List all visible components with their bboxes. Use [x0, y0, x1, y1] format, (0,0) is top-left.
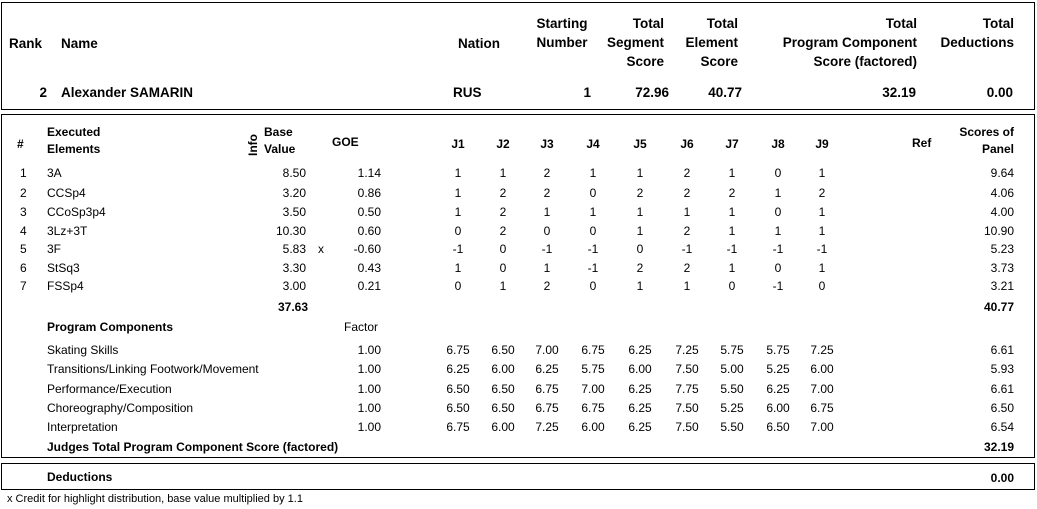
component-judge-score: 6.25: [628, 382, 652, 396]
element-judge-score: 1: [454, 186, 462, 200]
component-judge-score: 7.25: [675, 343, 699, 357]
element-judge-score: 2: [636, 261, 644, 275]
component-panel-score: 6.61: [990, 343, 1014, 357]
element-goe: -0.60: [353, 242, 381, 256]
component-factor: 1.00: [357, 420, 381, 434]
component-judge-score: 7.00: [581, 382, 605, 396]
element-base-value: 3.00: [282, 279, 306, 293]
judge-header-5: J5: [633, 137, 647, 151]
program-components-title: Program Components: [47, 320, 174, 334]
skater-starting-number: 1: [583, 85, 591, 100]
element-judge-score: -1: [726, 242, 738, 256]
element-judge-score: 2: [683, 224, 691, 238]
element-judge-score: -1: [772, 279, 784, 293]
tes-header-3: Score: [700, 54, 738, 69]
element-judge-score: 2: [728, 186, 736, 200]
component-judge-score: 7.75: [675, 382, 699, 396]
component-judge-score: 6.75: [581, 401, 605, 415]
element-judge-score: 2: [499, 224, 507, 238]
element-panel-score: 3.73: [990, 261, 1014, 275]
component-judge-score: 6.00: [581, 420, 605, 434]
component-judge-score: 5.75: [720, 343, 744, 357]
component-judge-score: 5.50: [720, 420, 744, 434]
component-judge-score: 7.00: [810, 382, 834, 396]
element-judge-score: -1: [541, 242, 553, 256]
pcs-header-1: Total: [885, 16, 917, 31]
element-judge-score: 2: [543, 186, 551, 200]
element-base-value: 5.83: [282, 242, 306, 256]
component-judge-score: 6.00: [766, 401, 790, 415]
starting-number-header-1: Starting: [536, 16, 588, 31]
element-judge-score: 2: [683, 186, 691, 200]
deductions-label: Deductions: [47, 470, 113, 484]
component-judge-score: 6.75: [535, 401, 559, 415]
element-judge-score: 0: [636, 242, 644, 256]
component-name: Choreography/Composition: [47, 401, 194, 415]
element-judge-score: 0: [774, 261, 782, 275]
element-judge-score: 1: [454, 166, 462, 180]
element-judge-score: 2: [499, 205, 507, 219]
element-judge-score: 1: [683, 205, 691, 219]
element-judge-score: 0: [774, 166, 782, 180]
nation-header: Nation: [458, 36, 500, 51]
component-judge-score: 6.00: [491, 420, 515, 434]
element-judge-score: 1: [818, 166, 826, 180]
element-row-num: 2: [20, 186, 27, 200]
element-judge-score: 1: [636, 205, 644, 219]
element-panel-score: 4.00: [990, 205, 1014, 219]
component-judge-score: 6.25: [446, 362, 470, 376]
element-name: 3F: [47, 242, 62, 256]
element-info: x: [318, 242, 324, 256]
component-judge-score: 6.25: [628, 401, 652, 415]
component-judge-score: 6.00: [810, 362, 834, 376]
element-judge-score: 0: [454, 279, 462, 293]
element-panel-score: 4.06: [990, 186, 1014, 200]
element-judge-score: 0: [543, 224, 551, 238]
component-judge-score: 5.25: [720, 401, 744, 415]
element-judge-score: 1: [543, 205, 551, 219]
element-row-num: 1: [20, 166, 27, 180]
elements-total-base: 37.63: [277, 300, 308, 314]
component-judge-score: 5.25: [766, 362, 790, 376]
executed-header-2: Elements: [47, 142, 101, 156]
element-goe: 0.21: [357, 279, 381, 293]
deductions-header-2: Deductions: [940, 35, 1014, 50]
scores-header-2: Panel: [981, 142, 1014, 156]
element-judge-score: 2: [543, 279, 551, 293]
component-judge-score: 6.75: [446, 343, 470, 357]
element-panel-score: 5.23: [990, 242, 1014, 256]
element-base-value: 3.30: [282, 261, 306, 275]
component-judge-score: 6.00: [628, 362, 652, 376]
element-judge-score: 0: [818, 279, 826, 293]
deductions-box: [1, 463, 1035, 490]
element-judge-score: 1: [728, 261, 736, 275]
tes-header-2: Element: [685, 35, 738, 50]
component-judge-score: 7.00: [535, 343, 559, 357]
component-judge-score: 6.75: [535, 382, 559, 396]
component-name: Skating Skills: [47, 343, 119, 357]
component-panel-score: 6.61: [990, 382, 1014, 396]
element-judge-score: 2: [636, 186, 644, 200]
skater-nation: RUS: [453, 85, 482, 100]
skater-tss: 72.96: [635, 85, 669, 100]
base-header-1: Base: [264, 125, 293, 139]
deductions-value: 0.00: [990, 471, 1014, 485]
component-panel-score: 5.93: [990, 362, 1014, 376]
element-goe: 0.86: [357, 186, 381, 200]
component-judge-score: 6.75: [581, 343, 605, 357]
element-judge-score: 1: [728, 166, 736, 180]
component-judge-score: 6.50: [491, 382, 515, 396]
tss-header-3: Score: [626, 54, 664, 69]
elements-total-score: 40.77: [983, 300, 1014, 314]
judge-header-9: J9: [815, 137, 829, 151]
skater-name: Alexander SAMARIN: [61, 85, 194, 100]
skater-deductions: 0.00: [986, 85, 1013, 100]
starting-number-header-2: Number: [536, 35, 588, 50]
component-judge-score: 7.50: [675, 401, 699, 415]
component-judge-score: 5.75: [581, 362, 605, 376]
element-judge-score: 0: [589, 279, 597, 293]
component-judge-score: 7.25: [810, 343, 834, 357]
component-judge-score: 6.75: [810, 401, 834, 415]
judge-header-3: J3: [540, 137, 554, 151]
element-judge-score: 1: [454, 261, 462, 275]
footnote: x Credit for highlight distribution, base value multiplied by 1.1: [7, 493, 303, 505]
component-judge-score: 6.50: [766, 420, 790, 434]
element-judge-score: 1: [543, 261, 551, 275]
component-judge-score: 5.50: [720, 382, 744, 396]
ref-header: Ref: [912, 136, 932, 150]
element-name: 3A: [47, 166, 62, 180]
element-base-value: 3.20: [282, 186, 306, 200]
element-judge-score: 2: [543, 166, 551, 180]
element-judge-score: -1: [681, 242, 693, 256]
element-row-num: 7: [20, 279, 27, 293]
element-judge-score: 0: [454, 224, 462, 238]
element-name: FSSp4: [47, 279, 84, 293]
pcs-header-2: Program Component: [782, 35, 917, 50]
element-judge-score: 1: [728, 224, 736, 238]
component-name: Transitions/Linking Footwork/Movement: [47, 362, 259, 376]
element-judge-score: 1: [818, 224, 826, 238]
pcs-total-value: 32.19: [983, 440, 1014, 454]
element-judge-score: 2: [818, 186, 826, 200]
element-judge-score: 0: [499, 261, 507, 275]
element-judge-score: 1: [818, 205, 826, 219]
deductions-header-1: Total: [982, 16, 1014, 31]
element-judge-score: 1: [774, 186, 782, 200]
element-judge-score: 1: [499, 279, 507, 293]
element-panel-score: 10.90: [983, 224, 1014, 238]
skater-pcs: 32.19: [882, 85, 916, 100]
element-judge-score: 1: [683, 279, 691, 293]
factor-header: Factor: [344, 320, 379, 334]
name-header: Name: [61, 36, 98, 51]
component-judge-score: 6.50: [491, 401, 515, 415]
element-goe: 0.50: [357, 205, 381, 219]
component-name: Performance/Execution: [47, 382, 172, 396]
component-judge-score: 7.00: [810, 420, 834, 434]
element-judge-score: 0: [589, 186, 597, 200]
element-row-num: 3: [20, 205, 27, 219]
component-judge-score: 6.75: [446, 420, 470, 434]
component-judge-score: 6.25: [628, 343, 652, 357]
judge-header-2: J2: [496, 137, 510, 151]
element-judge-score: 1: [589, 166, 597, 180]
element-base-value: 3.50: [282, 205, 306, 219]
element-judge-score: 1: [636, 224, 644, 238]
component-judge-score: 5.75: [766, 343, 790, 357]
executed-header-1: Executed: [47, 125, 101, 139]
element-goe: 1.14: [357, 166, 381, 180]
element-name: CCoSp3p4: [47, 205, 106, 219]
pcs-header-3: Score (factored): [813, 54, 917, 69]
element-judge-score: -1: [452, 242, 464, 256]
judge-header-8: J8: [771, 137, 785, 151]
component-panel-score: 6.50: [990, 401, 1014, 415]
component-factor: 1.00: [357, 382, 381, 396]
element-judge-score: 0: [728, 279, 736, 293]
element-judge-score: 1: [774, 224, 782, 238]
component-judge-score: 6.50: [491, 343, 515, 357]
element-judge-score: -1: [772, 242, 784, 256]
element-judge-score: -1: [587, 242, 599, 256]
element-panel-score: 3.21: [990, 279, 1014, 293]
scores-header-1: Scores of: [959, 125, 1014, 139]
component-name: Interpretation: [47, 420, 118, 434]
element-judge-score: 0: [499, 242, 507, 256]
info-header: Info: [246, 134, 260, 156]
element-base-value: 8.50: [282, 166, 306, 180]
tes-header-1: Total: [706, 16, 738, 31]
tss-header-2: Segment: [606, 35, 664, 50]
element-judge-score: 1: [818, 261, 826, 275]
component-judge-score: 6.50: [446, 401, 470, 415]
element-judge-score: 1: [728, 205, 736, 219]
component-judge-score: 6.00: [491, 362, 515, 376]
element-row-num: 5: [20, 242, 27, 256]
element-goe: 0.60: [357, 224, 381, 238]
element-judge-score: 1: [636, 166, 644, 180]
component-judge-score: 6.25: [628, 420, 652, 434]
skater-rank: 2: [39, 85, 47, 100]
component-factor: 1.00: [357, 343, 381, 357]
judge-header-6: J6: [680, 137, 694, 151]
judge-header-7: J7: [725, 137, 739, 151]
element-row-num: 4: [20, 224, 27, 238]
element-name: StSq3: [47, 261, 80, 275]
component-judge-score: 6.25: [535, 362, 559, 376]
component-factor: 1.00: [357, 401, 381, 415]
pcs-total-label: Judges Total Program Component Score (factored): [47, 440, 339, 454]
element-judge-score: 1: [454, 205, 462, 219]
component-judge-score: 6.25: [766, 382, 790, 396]
element-panel-score: 9.64: [990, 166, 1014, 180]
element-judge-score: 1: [589, 205, 597, 219]
element-judge-score: -1: [816, 242, 828, 256]
element-row-num: 6: [20, 261, 27, 275]
element-judge-score: 2: [683, 261, 691, 275]
component-judge-score: 7.50: [675, 420, 699, 434]
base-header-2: Value: [264, 142, 296, 156]
element-goe: 0.43: [357, 261, 381, 275]
element-judge-score: 1: [636, 279, 644, 293]
element-judge-score: 2: [683, 166, 691, 180]
goe-header: GOE: [332, 135, 359, 149]
element-name: CCSp4: [47, 186, 86, 200]
elements-num-header: #: [17, 137, 24, 151]
element-name: 3Lz+3T: [47, 224, 88, 238]
component-panel-score: 6.54: [990, 420, 1014, 434]
element-judge-score: 1: [499, 166, 507, 180]
judge-header-1: J1: [451, 137, 465, 151]
rank-header: Rank: [9, 36, 43, 51]
element-judge-score: -1: [587, 261, 599, 275]
component-judge-score: 7.25: [535, 420, 559, 434]
component-judge-score: 7.50: [675, 362, 699, 376]
component-judge-score: 5.00: [720, 362, 744, 376]
tss-header-1: Total: [632, 16, 664, 31]
element-judge-score: 2: [499, 186, 507, 200]
component-judge-score: 6.50: [446, 382, 470, 396]
element-base-value: 10.30: [275, 224, 306, 238]
element-judge-score: 0: [589, 224, 597, 238]
component-factor: 1.00: [357, 362, 381, 376]
judge-header-4: J4: [586, 137, 600, 151]
skater-tes: 40.77: [708, 85, 742, 100]
element-judge-score: 0: [774, 205, 782, 219]
